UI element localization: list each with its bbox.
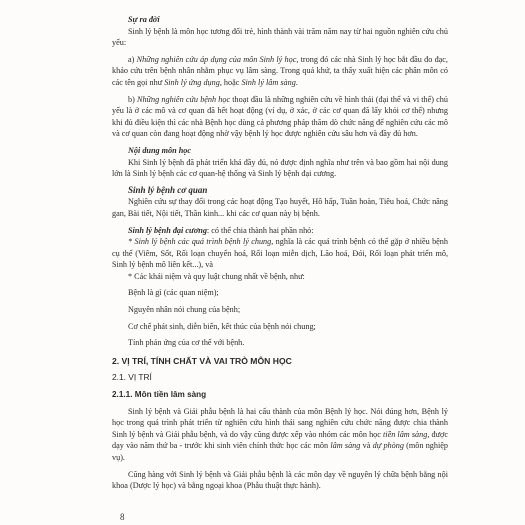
paragraph-preclinical (112, 406, 448, 464)
item-label-b: b) (128, 94, 137, 104)
list-item: Tính phản ứng của cơ thể với bệnh. (128, 338, 245, 348)
section-heading-2-1: 2.1. VỊ TRÍ (112, 372, 152, 383)
bullet-general-concepts: * Các khái niệm và quy luật chung nhất về bệnh, như: (128, 271, 305, 281)
bullet-processes-title: * Sinh lý bệnh các quá trình bệnh lý chung (128, 237, 272, 247)
page-text-body (112, 12, 448, 492)
paragraph-intro: Sinh lý bệnh là môn học tương đối trẻ, hình thành vài trăm năm nay từ hai nguồn nghiên cứu chủ yếu: (112, 26, 448, 48)
source-a-title: Những nghiên cứu áp dụng của môn Sinh lý học (136, 54, 297, 64)
paragraph-related-subjects: Cũng hàng với Sinh lý bệnh và Giải phẫu bệnh là các môn dạy về nguyên lý chữa bệnh bằng nội khoa (Dược lý học) và bằng ngoại khoa (Phẫu thuật thực hành). (112, 469, 448, 491)
heading-general-pathophysiology: Sinh lý bệnh đại cương (128, 225, 207, 235)
section-heading-2-1-1: 2.1.1. Môn tiền lâm sàng (112, 390, 207, 400)
paragraph-source-b (112, 94, 448, 140)
heading-organ-pathophysiology: Sinh lý bệnh cơ quan (128, 184, 208, 195)
preclinical-text-a: Sinh lý bệnh và Giải phẫu bệnh là hai cấu thành của môn Bệnh lý học. Nói đúng hơn, Bệnh lý học trong quá trình phát triển từ nghiên cứu hình thái sang nghiên cứu chức năng được chia thành Sinh lý bệnh và Giải phẫu bệnh, và do vậy cũng được xếp vào nhóm các môn học (112, 406, 448, 439)
term-clinical: lâm sàng (330, 441, 361, 451)
preclinical-text-c: và (360, 441, 373, 451)
source-b-title: Những nghiên cứu bệnh học (137, 94, 231, 104)
source-b-text: thoạt đầu là những nghiên cứu về hình thái (đại thể và vi thể) chủ yếu là ở các mô và cơ quan đã hết hoạt động (ví dụ, ở xác, ở các cơ quan đã lấy khỏi cơ thể) nhưng khi đủ điều kiện thì các nhà Bệnh học dùng cả phương pháp thăm dò chức năng để nghiên cứu các mô và cơ quan còn đang hoạt động nhờ vậy bệnh lý học được nghiên cứu sâu hơn và đầy đủ hơn. (112, 94, 448, 139)
paragraph-content: Khi Sinh lý bệnh đã phát triển khá đầy đủ, nó được định nghĩa như trên và bao gồm hai nội dung lớn là Sinh lý bệnh các cơ quan-hệ thống và Sinh lý bệnh đại cương. (112, 157, 448, 179)
paragraph-general (112, 225, 448, 237)
list-item: Nguyên nhân nói chung của bệnh; (128, 305, 241, 315)
heading-content: Nội dung môn học (128, 145, 192, 155)
heading-origin: Sự ra đời (128, 15, 160, 24)
item-label-a: a) (128, 54, 137, 64)
term-preclinical: tiền lâm sàng (383, 429, 428, 439)
general-tail: : có thể chia thành hai phần nhỏ: (206, 225, 314, 235)
section-heading-2: 2. VỊ TRÍ, TÍNH CHẤT VÀ VAI TRÒ MÔN HỌC (112, 355, 292, 366)
source-a-text-2: , hoặc (219, 77, 242, 87)
term-applied-physiology: Sinh lý ứng dụng (164, 77, 220, 87)
list-item: Cơ chế phát sinh, diễn biến, kết thúc của bệnh nói chung; (128, 321, 316, 331)
bullet-general-processes (112, 236, 448, 271)
term-clinical-physiology: Sinh lý lâm sàng (241, 77, 296, 87)
list-item: Bệnh là gì (các quan niệm); (128, 288, 219, 298)
bullet-processes-text: , nghĩa là các quá trình bệnh có thể gặp ở nhiều bệnh cụ thể (Viêm, Sốt, Rối loạn chuyển hoá, Rối loạn miễn dịch, Lão hoá, Đói, Rối loạn phát triển mô, Sinh lý bệnh mô liên kết...), và (112, 237, 448, 270)
term-preventive: dự phòng (372, 441, 404, 451)
preclinical-text-b: , được dạy vào năm thứ ba - trước khi sinh viên chính thức học các môn (112, 429, 448, 451)
preclinical-text-d: (môn nghiệp vụ). (112, 441, 449, 462)
page-number: 8 (120, 512, 125, 522)
paragraph-organ: Nghiên cứu sự thay đổi trong các hoạt động Tạo huyết, Hô hấp, Tuần hoàn, Tiêu hoá, Chức năng gan, Bài tiết, Nội tiết, Thần kinh... khi các cơ quan này bị bệnh. (112, 197, 448, 218)
source-a-text: , trong đó các nhà Sinh lý học bắt đầu đo đạc, khảo cứu trên bệnh nhân nhằm phục vụ lâm sàng. Trong quá khứ, ta thấy xuất hiện các phân môn có các tên gọi như (112, 54, 448, 87)
paragraph-source-a (112, 54, 448, 89)
source-a-end: . (295, 77, 298, 87)
